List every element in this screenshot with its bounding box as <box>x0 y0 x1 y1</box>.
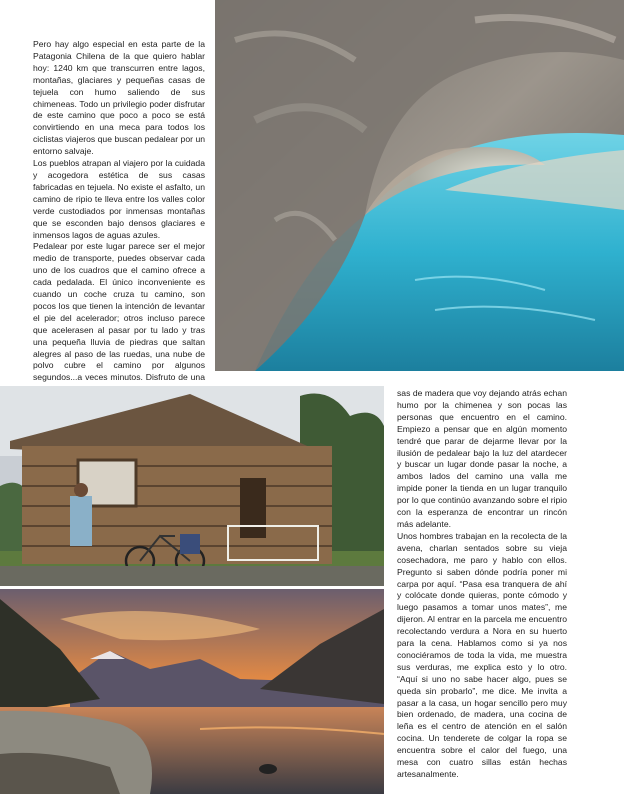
paragraph: Unos hombres trabajan en la recolecta de la avena, charlan sentados sobre su vieja cosechadora, me paro y hablo con ellos. Pregunto si saben dónde podría poner mi carpa por aquí. “Pasa esa tranquera de ahí y colócate donde quieras, ponte cómodo y luego pasamos a tomar unos mates”, me dijeron. Al entrar en la parcela me encuentro recolectando verdura a Nora en su huerto para la cena. Hablamos como si ya nos conociéramos de toda la vida, me muestra sus verduras, me explica esto y lo otro. “Aquí si uno no sabe hacer algo, pues se queda sin probarlo”, me dice. Me invita a pasar a la casa, un hogar sencillo pero muy bien ordenado, de madera, una cocina de leña es el centro de atención en el salón cocina. Un tenderete de colgar la ropa se encuentra sobre el calor del fuego, una mesa con cuatro sillas están hechas artesanalmente. <box>397 530 567 779</box>
paragraph: Pedalear por este lugar parece ser el mejor medio de transporte, puedes observar cada uno de los cuadros que el camino ofrece a cada pedalada. El único inconveniente es cuando un coche cruza tu camino, son pocos los que tienen la intención de levantar el pie del acelerador; otros incluso parece que acelerasen al pasar por tu lado y tras una pequeña lluvia de piedras que saltan alegres al paso de las ruedas, una nube de polvo cubre el camino por algunos segundos...a veces minutos. Disfruto de una <box>33 241 205 383</box>
wooden-cabin-photo <box>0 386 384 586</box>
paragraph: sas de madera que voy dejando atrás echan humo por la chimenea y son pocas las personas que encuentro en el camino. Empiezo a pensar que en algún momento tendré que parar de dejarme llevar por la ilusión de pedalear bajo la luz del atardecer y buscar un lugar donde pasar la noche, a ambos lados del camino una valla me impide poner la tienda en un lugar tranquilo por lo que continúo avanzando sobre el ripio con la esperanza de encontrar un rincón más adelante. <box>397 388 567 529</box>
marble-cave-photo <box>215 0 624 371</box>
paragraph: Pero hay algo especial en esta parte de la Patagonia Chilena de la que quiero hablar hoy: 1240 km que transcurren entre lagos, montañas, glaciares y pequeñas casas de tejuela con humo saliendo de sus chimeneas. Todo un privilegio poder disfrutar de este camino que poco a poco se está convirtiendo en una meca para todos los ciclistas viajeros que buscan pedalear por un entorno salvaje. <box>33 39 205 157</box>
article-column-left <box>33 39 205 396</box>
lake-sunset-photo <box>0 589 384 794</box>
article-column-right <box>397 388 567 781</box>
paragraph: Los pueblos atrapan al viajero por la cuidada y acogedora estética de sus casas fabricadas en tejuela. No existe el asfalto, un camino de ripio te lleva entre los valles color verde custodiados por inmensas montañas que se esconden bajo densos glaciares e inmensos lagos de aguas azules. <box>33 158 205 240</box>
